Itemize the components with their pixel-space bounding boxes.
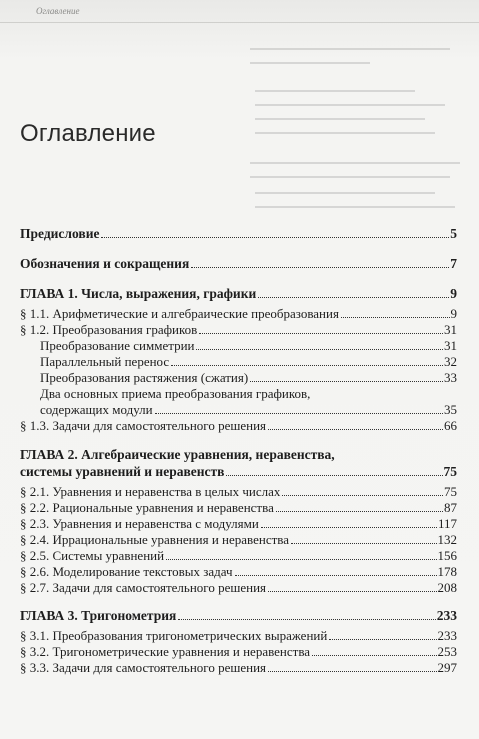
toc-label: § 2.4. Иррациональные уравнения и неравенства <box>20 532 290 547</box>
toc-chapter-3[interactable] <box>20 608 457 624</box>
toc-label: § 2.6. Моделирование текстовых задач <box>20 564 233 579</box>
toc-page: 208 <box>437 580 457 595</box>
dot-leader <box>268 670 436 672</box>
toc-notation[interactable] <box>20 256 457 272</box>
toc-section-2-4[interactable] <box>20 532 457 548</box>
toc-label: ГЛАВА 3. Тригонометрия <box>20 608 177 623</box>
dot-leader <box>268 590 436 592</box>
toc-page: 9 <box>450 286 457 301</box>
toc-page: 75 <box>443 464 457 479</box>
running-header-title: Оглавление <box>36 6 80 16</box>
toc-label: § 2.7. Задачи для самостоятельного решения <box>20 580 267 595</box>
dot-leader <box>191 266 449 268</box>
toc-page: 31 <box>444 322 457 337</box>
toc-label: § 1.3. Задачи для самостоятельного решения <box>20 418 267 433</box>
toc-section-1-2[interactable] <box>20 322 457 338</box>
toc-subsection-symmetry[interactable] <box>20 338 457 354</box>
running-header <box>0 0 479 23</box>
dot-leader <box>155 412 443 414</box>
toc-chapter-1[interactable] <box>20 286 457 302</box>
dot-leader <box>329 638 436 640</box>
dot-leader <box>276 510 443 512</box>
dot-leader <box>171 364 443 366</box>
toc-page: 297 <box>437 660 457 675</box>
dot-leader <box>250 380 443 382</box>
toc-page: 75 <box>444 484 457 499</box>
toc-label: § 1.1. Арифметические и алгебраические преобразования <box>20 306 339 321</box>
dot-leader <box>196 348 443 350</box>
toc-page: 87 <box>444 500 457 515</box>
toc-page: 7 <box>450 256 457 271</box>
show-through-text <box>0 0 479 230</box>
toc-section-1-1[interactable] <box>20 306 457 322</box>
toc-page: 31 <box>444 338 457 353</box>
toc-label: § 2.3. Уравнения и неравенства с модулями <box>20 516 259 531</box>
toc-label: Предисловие <box>20 226 100 241</box>
toc-page: 117 <box>437 516 457 531</box>
toc-label: § 2.1. Уравнения и неравенства в целых числах <box>20 484 281 499</box>
toc-page: 32 <box>444 354 457 369</box>
toc-label-line1: ГЛАВА 2. Алгебраические уравнения, неравенства, <box>20 447 335 462</box>
dot-leader <box>178 618 435 620</box>
toc-page: 35 <box>444 402 457 417</box>
toc-section-2-2[interactable] <box>20 500 457 516</box>
dot-leader <box>226 474 442 476</box>
dot-leader <box>312 654 436 656</box>
toc-chapter-2[interactable] <box>20 446 457 480</box>
toc-page: 233 <box>436 608 457 623</box>
toc-label: § 3.2. Тригонометрические уравнения и неравенства <box>20 644 311 659</box>
toc-section-3-1[interactable] <box>20 628 457 644</box>
dot-leader <box>166 558 436 560</box>
toc-label: § 3.3. Задачи для самостоятельного решения <box>20 660 267 675</box>
toc-section-2-6[interactable] <box>20 564 457 580</box>
toc-page: 9 <box>450 306 457 321</box>
dot-leader <box>235 574 437 576</box>
table-of-contents <box>20 226 457 676</box>
toc-subsection-translation[interactable] <box>20 354 457 370</box>
toc-label: § 2.2. Рациональные уравнения и неравенства <box>20 500 274 515</box>
toc-label: § 2.5. Системы уравнений <box>20 548 165 563</box>
dot-leader <box>282 494 443 496</box>
toc-section-3-3[interactable] <box>20 660 457 676</box>
toc-page: 156 <box>437 548 457 563</box>
page-title: Оглавление <box>20 120 156 147</box>
toc-page: 178 <box>437 564 457 579</box>
toc-label: § 3.1. Преобразования тригонометрических выражений <box>20 628 328 643</box>
toc-page: 233 <box>437 628 457 643</box>
dot-leader <box>268 428 443 430</box>
dot-leader <box>291 542 436 544</box>
toc-page: 132 <box>437 532 457 547</box>
toc-subsection-two-methods[interactable] <box>20 386 457 418</box>
toc-preface[interactable] <box>20 226 457 242</box>
toc-page: 33 <box>444 370 457 385</box>
toc-subsection-stretch[interactable] <box>20 370 457 386</box>
toc-page: 5 <box>450 226 457 241</box>
toc-label-line2: содержащих модули <box>40 402 153 417</box>
toc-section-2-1[interactable] <box>20 484 457 500</box>
toc-page: 253 <box>437 644 457 659</box>
toc-section-3-2[interactable] <box>20 644 457 660</box>
dot-leader <box>341 316 450 318</box>
toc-label: Преобразование симметрии <box>40 338 195 353</box>
toc-label: § 1.2. Преобразования графиков <box>20 322 198 337</box>
toc-label-line2: системы уравнений и неравенств <box>20 464 225 479</box>
toc-page: 66 <box>444 418 457 433</box>
toc-label: Обозначения и сокращения <box>20 256 190 271</box>
toc-section-1-3[interactable] <box>20 418 457 434</box>
toc-label-line1: Два основных приема преобразования графиков, <box>40 386 311 401</box>
dot-leader <box>101 236 449 238</box>
toc-label: Параллельный перенос <box>40 354 170 369</box>
toc-section-2-3[interactable] <box>20 516 457 532</box>
toc-label: Преобразования растяжения (сжатия) <box>40 370 249 385</box>
toc-section-2-5[interactable] <box>20 548 457 564</box>
dot-leader <box>258 296 449 298</box>
dot-leader <box>199 332 443 334</box>
dot-leader <box>261 526 437 528</box>
toc-section-2-7[interactable] <box>20 580 457 596</box>
toc-label: ГЛАВА 1. Числа, выражения, графики <box>20 286 257 301</box>
